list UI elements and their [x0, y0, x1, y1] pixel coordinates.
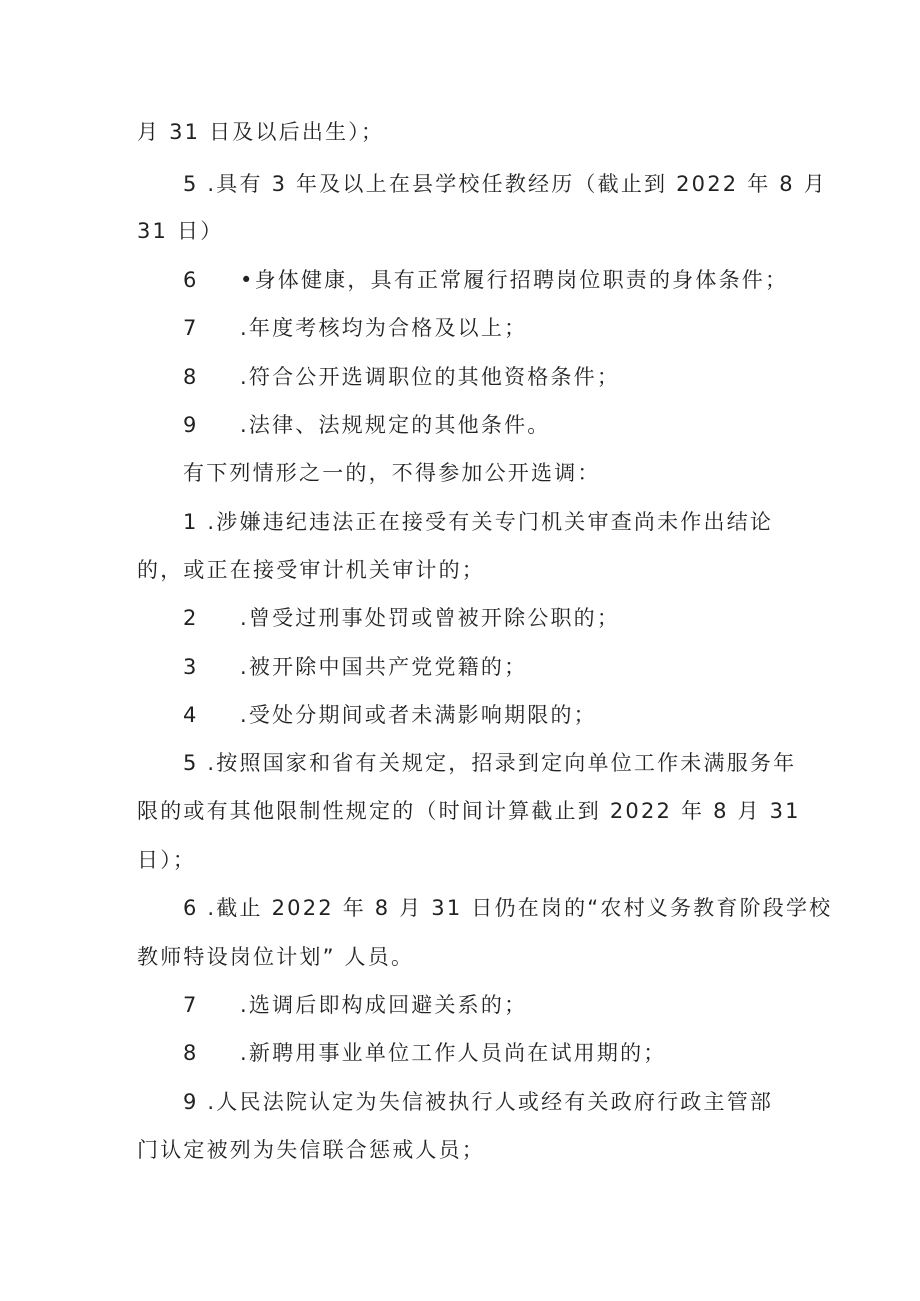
list-item: [0, 598, 920, 638]
line-text: 限的或有其他限制性规定的（时间计算截止到 2022 年 8 月 31: [137, 799, 801, 823]
item-text: .受处分期间或者未满影响期限的；: [240, 703, 597, 727]
list-item: [0, 695, 920, 735]
text-line: [0, 888, 920, 928]
line-text: 5 .具有 3 年及以上在县学校任教经历（截止到 2022 年 8 月: [183, 172, 827, 196]
item-number: 8: [183, 1041, 199, 1065]
item-text: .曾受过刑事处罚或曾被开除公职的；: [240, 606, 621, 630]
text-line: [0, 743, 920, 783]
item-text: .年度考核均为合格及以上；: [240, 316, 528, 340]
text-line: [0, 1130, 920, 1170]
item-text: .符合公开选调职位的其他资格条件；: [240, 365, 621, 389]
text-line: [0, 791, 920, 831]
line-text: 有下列情形之一的，不得参加公开选调：: [183, 461, 601, 485]
text-line: [0, 502, 920, 542]
text-line: [0, 550, 920, 590]
item-text: .法律、法规规定的其他条件。: [240, 413, 551, 437]
line-text: 1 .涉嫌违纪违法正在接受有关专门机关审查尚未作出结论: [183, 510, 774, 534]
line-text: 教师特设岗位计划” 人员。: [137, 945, 415, 969]
item-text: .新聘用事业单位工作人员尚在试用期的；: [240, 1041, 667, 1065]
item-text: .被开除中国共产党党籍的；: [240, 655, 528, 679]
text-line: [0, 1082, 920, 1122]
line-text: 的，或正在接受审计机关审计的；: [137, 558, 485, 582]
list-item: [0, 260, 920, 300]
item-number: 4: [183, 703, 199, 727]
item-text: .选调后即构成回避关系的；: [240, 993, 528, 1017]
item-number: 6: [183, 268, 199, 292]
item-number: 7: [183, 993, 199, 1017]
text-line: [0, 211, 920, 251]
item-number: 3: [183, 655, 199, 679]
text-line: [0, 453, 920, 493]
text-line: [0, 937, 920, 977]
list-item: [0, 405, 920, 445]
line-text: 门认定被列为失信联合惩戒人员；: [137, 1138, 485, 1162]
list-item: [0, 985, 920, 1025]
text-line: [0, 164, 920, 204]
item-number: 2: [183, 606, 199, 630]
text-line: [0, 112, 920, 152]
line-text: 月 31 日及以后出生）；: [137, 120, 385, 144]
line-text: 日）；: [137, 848, 197, 872]
line-text: 9 .人民法院认定为失信被执行人或经有关政府行政主管部: [183, 1090, 774, 1114]
text-line: [0, 840, 920, 880]
item-number: 9: [183, 413, 199, 437]
list-item: [0, 357, 920, 397]
line-text: 5 .按照国家和省有关规定，招录到定向单位工作未满服务年: [183, 751, 797, 775]
item-number: 7: [183, 316, 199, 340]
line-text: 31 日）: [137, 219, 224, 243]
item-text: •身体健康，具有正常履行招聘岗位职责的身体条件；: [240, 268, 789, 292]
item-number: 8: [183, 365, 199, 389]
list-item: [0, 308, 920, 348]
list-item: [0, 647, 920, 687]
list-item: [0, 1033, 920, 1073]
line-text: 6 .截止 2022 年 8 月 31 日仍在岗的“农村义务教育阶段学校: [183, 896, 833, 920]
